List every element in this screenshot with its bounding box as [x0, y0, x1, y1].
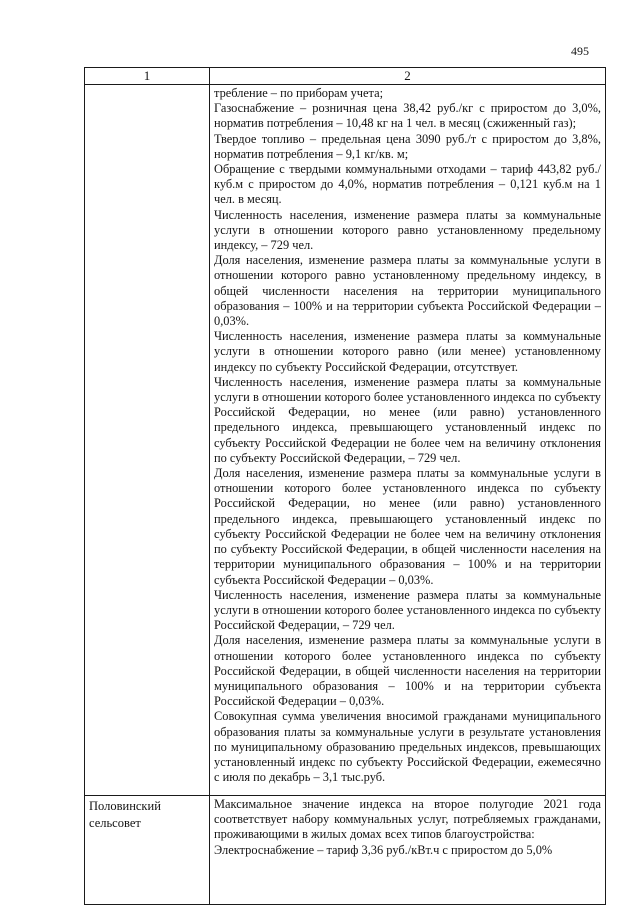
table-header-row [85, 68, 606, 85]
region-cell [85, 85, 210, 796]
paragraph: Доля населения, изменение размера платы за коммунальные услуги в отношении которого более установленного индекса по субъекту Российской Федерации, в общей численности населения на территории муниципального образования – 100% и на территории субъекта Российской Федерации – 0,03%. [214, 633, 601, 709]
paragraph: Доля населения, изменение размера платы за коммунальные услуги в отношении которого более установленного индекса по субъекту Российской Федерации, но менее (или равно) установленного предельного индекса, превышающего установленный индекс по субъекту Российской Федерации не более чем на величину отклонения по субъекту Российской Федерации, в общей численности населения на территории муниципального образования – 100% и на территории субъекта Российской Федерации – 0,03%. [214, 466, 601, 587]
paragraph: Максимальное значение индекса на второе полугодие 2021 года соответствует набору коммунальных услуг, потребляемых гражданами, проживающими в жилых домах всех типов благоустройства: [214, 797, 601, 842]
paragraph: Обращение с твердыми коммунальными отходами – тариф 443,82 руб./куб.м с приростом до 4,0%, норматив потребления – 0,121 куб.м на 1 чел. в месяц. [214, 162, 601, 207]
table-row [85, 85, 606, 796]
paragraph: требление – по приборам учета; [214, 86, 384, 100]
paragraph: Доля населения, изменение размера платы за коммунальные услуги в отношении которого равно установленному предельному индексу, в общей численности населения на территории муниципального образования – 100% и на территории субъекта Российской Федерации – 0,03%. [214, 253, 601, 329]
paragraph: Численность населения, изменение размера платы за коммунальные услуги в отношении которого равно установленному предельному индексу, – 729 чел. [214, 207, 601, 253]
content-cell [210, 85, 606, 796]
table-row [85, 796, 606, 905]
page-number: 495 [571, 44, 589, 58]
column-header-1: 1 [85, 68, 210, 85]
paragraph: Численность населения, изменение размера платы за коммунальные услуги в отношении которого равно (или менее) установленному индексу по субъекту Российской Федерации, отсутствует. [214, 329, 601, 374]
region-cell: Половинский сельсовет [85, 796, 210, 905]
paragraph: Численность населения, изменение размера платы за коммунальные услуги в отношении которого более установленного индекса по субъекту Российской Федерации, – 729 чел. [214, 587, 601, 633]
paragraph: Газоснабжение – розничная цена 38,42 руб./кг с приростом до 3,0%, норматив потребления – 10,48 кг на 1 чел. в месяц (сжиженный газ); [214, 101, 601, 131]
paragraph: Электроснабжение – тариф 3,36 руб./кВт.ч с приростом до 5,0% [214, 842, 553, 857]
column-header-2: 2 [210, 68, 606, 85]
paragraph: Совокупная сумма увеличения вносимой гражданами муниципального образования платы за коммунальные услуги в результате установления по муниципальному образованию предельных индексов, превышающих установленный индекс по субъекту Российской Федерации, ежемесячно с июля по декабрь – 3,1 тыс.руб. [214, 709, 601, 785]
paragraph: Твердое топливо – предельная цена 3090 руб./т с приростом до 3,8%, норматив потребления – 9,1 кг/кв. м; [214, 131, 601, 161]
content-cell [210, 796, 606, 905]
document-table [84, 67, 606, 905]
paragraph: Численность населения, изменение размера платы за коммунальные услуги в отношении которого более установленного индекса по субъекту Российской Федерации, но менее (или равно) установленного предельного индекса, превышающего установленный индекс по субъекту Российской Федерации не более чем на величину отклонения по субъекту Российской Федерации, – 729 чел. [214, 374, 601, 465]
